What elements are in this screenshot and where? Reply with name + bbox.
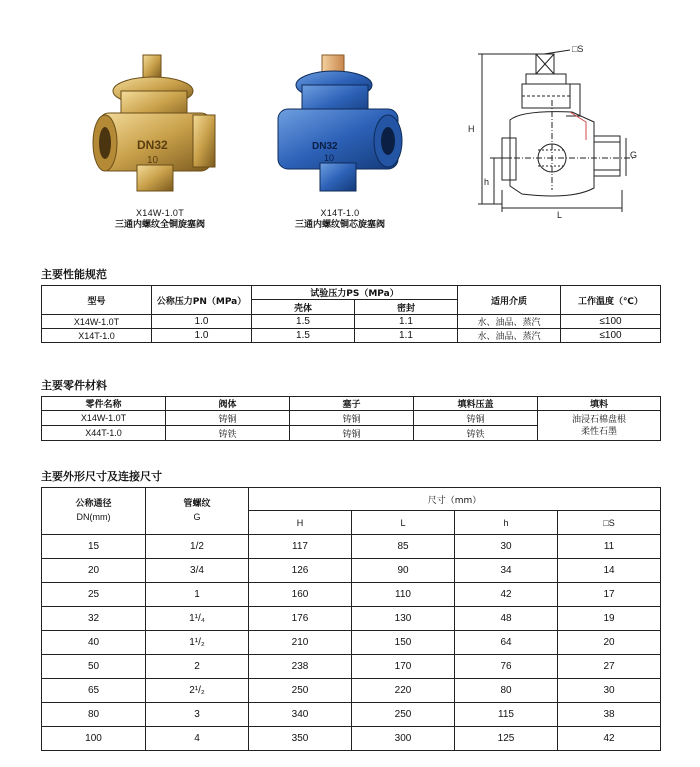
dim-header-thread-label: 管螺纹 xyxy=(183,499,211,509)
spec-header-ps: 试验压力PS（MPa） xyxy=(252,286,458,300)
dim-header-H: H xyxy=(249,511,352,535)
dim-cell-dn: 32 xyxy=(42,607,146,631)
table-row xyxy=(42,607,661,631)
brass-valve-photo xyxy=(85,45,225,205)
table-row xyxy=(42,559,661,583)
dim-cell-dn: 40 xyxy=(42,631,146,655)
blue-valve-marking-2: 10 xyxy=(324,153,335,163)
material-section-title: 主要零件材料 xyxy=(41,379,107,392)
dim-cell-g: 2¹/₂ xyxy=(146,679,249,703)
dim-cell-dn: 20 xyxy=(42,559,146,583)
spec-cell-medium: 水、油品、蒸汽 xyxy=(458,315,561,329)
table-row xyxy=(42,655,661,679)
dimension-table xyxy=(41,487,661,751)
spec-header-temp: 工作温度（℃） xyxy=(561,286,661,315)
spec-header-medium: 适用介质 xyxy=(458,286,561,315)
dim-cell-H: 340 xyxy=(249,703,352,727)
dim-header-L: L xyxy=(352,511,455,535)
dim-cell-dn: 80 xyxy=(42,703,146,727)
spec-cell-model: X14T-1.0 xyxy=(42,329,152,343)
dim-header-dn-unit: DN(mm) xyxy=(76,512,111,522)
dim-cell-S: 19 xyxy=(558,607,661,631)
dim-cell-h: 34 xyxy=(455,559,558,583)
dimension-section-title: 主要外形尺寸及连接尺寸 xyxy=(41,470,162,483)
table-row xyxy=(42,583,661,607)
spec-cell-shell: 1.5 xyxy=(252,315,355,329)
spec-cell-model: X14W-1.0T xyxy=(42,315,152,329)
dim-cell-L: 170 xyxy=(352,655,455,679)
dimension-table-body xyxy=(42,535,661,751)
material-cell-body: 铸铁 xyxy=(166,426,290,441)
dim-cell-h: 125 xyxy=(455,727,558,751)
dim-cell-S: 38 xyxy=(558,703,661,727)
material-cell-plug: 铸铜 xyxy=(290,426,414,441)
table-row xyxy=(42,631,661,655)
material-cell-gland: 铸铁 xyxy=(414,426,538,441)
dim-cell-H: 350 xyxy=(249,727,352,751)
blue-valve-marking: DN32 xyxy=(312,141,338,152)
dim-cell-S: 11 xyxy=(558,535,661,559)
dim-cell-L: 220 xyxy=(352,679,455,703)
dim-cell-H: 238 xyxy=(249,655,352,679)
dim-label-h: h xyxy=(484,177,490,187)
product-caption-1 xyxy=(100,207,220,231)
material-header-body: 阀体 xyxy=(166,397,290,411)
product-model-2: X14T-1.0 xyxy=(320,208,360,218)
dim-cell-dn: 15 xyxy=(42,535,146,559)
dim-cell-S: 42 xyxy=(558,727,661,751)
dim-cell-H: 160 xyxy=(249,583,352,607)
dim-cell-H: 210 xyxy=(249,631,352,655)
dim-cell-g: 1 xyxy=(146,583,249,607)
dim-cell-g: 3/4 xyxy=(146,559,249,583)
table-row xyxy=(42,411,661,426)
dim-cell-L: 110 xyxy=(352,583,455,607)
dim-cell-S: 27 xyxy=(558,655,661,679)
valve-technical-drawing xyxy=(462,40,652,220)
packing-value-1: 油浸石棉盘根 xyxy=(571,414,626,425)
material-cell-gland: 铸铜 xyxy=(414,411,538,426)
dim-cell-H: 117 xyxy=(249,535,352,559)
dim-cell-S: 20 xyxy=(558,631,661,655)
dim-label-G: G xyxy=(630,150,638,160)
dim-cell-dn: 65 xyxy=(42,679,146,703)
blue-valve-photo xyxy=(270,45,410,205)
dim-cell-g: 1¹/₄ xyxy=(146,607,249,631)
dim-header-thread-g: G xyxy=(193,512,201,522)
brass-valve-marking-2: 10 xyxy=(147,155,159,166)
dim-header-dn xyxy=(42,488,146,535)
spec-cell-temp: ≤100 xyxy=(561,329,661,343)
dim-cell-g: 1/2 xyxy=(146,535,249,559)
dim-cell-h: 42 xyxy=(455,583,558,607)
dim-cell-L: 90 xyxy=(352,559,455,583)
table-row xyxy=(42,315,661,329)
dim-cell-h: 48 xyxy=(455,607,558,631)
table-row xyxy=(42,679,661,703)
spec-header-seal: 密封 xyxy=(355,300,458,315)
dim-cell-h: 30 xyxy=(455,535,558,559)
dim-cell-H: 126 xyxy=(249,559,352,583)
spec-table xyxy=(41,285,661,343)
product-caption-2 xyxy=(280,207,400,231)
material-header-plug: 塞子 xyxy=(290,397,414,411)
spec-header-pn: 公称压力PN（MPa） xyxy=(152,286,252,315)
product-name-1: 三通内螺纹全铜旋塞阀 xyxy=(114,220,205,230)
dim-cell-S: 17 xyxy=(558,583,661,607)
dim-cell-dn: 25 xyxy=(42,583,146,607)
material-cell-packing xyxy=(538,411,661,441)
dim-cell-h: 115 xyxy=(455,703,558,727)
material-cell-part: X14W-1.0T xyxy=(42,411,166,426)
table-row xyxy=(42,727,661,751)
dim-cell-L: 250 xyxy=(352,703,455,727)
packing-value-2: 柔性石墨 xyxy=(580,426,617,437)
dim-cell-S: 30 xyxy=(558,679,661,703)
dim-cell-S: 14 xyxy=(558,559,661,583)
material-header-gland: 填料压盖 xyxy=(414,397,538,411)
material-cell-body: 铸铜 xyxy=(166,411,290,426)
spec-cell-seal: 1.1 xyxy=(355,329,458,343)
spec-cell-seal: 1.1 xyxy=(355,315,458,329)
spec-cell-pn: 1.0 xyxy=(152,315,252,329)
spec-header-model: 型号 xyxy=(42,286,152,315)
spec-section-title: 主要性能规范 xyxy=(41,268,107,281)
dim-label-S: □S xyxy=(572,44,584,54)
dim-cell-H: 250 xyxy=(249,679,352,703)
spec-cell-pn: 1.0 xyxy=(152,329,252,343)
dim-cell-L: 130 xyxy=(352,607,455,631)
dim-header-size: 尺寸（mm） xyxy=(249,488,661,511)
dim-cell-g: 4 xyxy=(146,727,249,751)
dim-cell-dn: 100 xyxy=(42,727,146,751)
table-row xyxy=(42,703,661,727)
product-name-2: 三通内螺纹铜芯旋塞阀 xyxy=(294,220,385,230)
dim-cell-h: 64 xyxy=(455,631,558,655)
spec-cell-medium: 水、油品、蒸汽 xyxy=(458,329,561,343)
material-cell-plug: 铸铜 xyxy=(290,411,414,426)
table-row xyxy=(42,329,661,343)
dim-cell-h: 76 xyxy=(455,655,558,679)
dim-cell-H: 176 xyxy=(249,607,352,631)
dim-cell-dn: 50 xyxy=(42,655,146,679)
dim-cell-L: 150 xyxy=(352,631,455,655)
material-cell-part: X44T-1.0 xyxy=(42,426,166,441)
dim-cell-g: 2 xyxy=(146,655,249,679)
dim-cell-g: 3 xyxy=(146,703,249,727)
dim-header-S: □S xyxy=(558,511,661,535)
dim-cell-h: 80 xyxy=(455,679,558,703)
dim-cell-L: 300 xyxy=(352,727,455,751)
dim-header-dn-label: 公称通径 xyxy=(75,499,112,509)
material-header-packing: 填料 xyxy=(538,397,661,411)
brass-valve-marking: DN32 xyxy=(137,138,168,152)
material-table xyxy=(41,396,661,441)
spec-header-shell: 壳体 xyxy=(252,300,355,315)
material-header-part: 零件名称 xyxy=(42,397,166,411)
spec-cell-temp: ≤100 xyxy=(561,315,661,329)
dim-label-H: H xyxy=(468,124,475,134)
table-row xyxy=(42,535,661,559)
dim-header-h: h xyxy=(455,511,558,535)
spec-cell-shell: 1.5 xyxy=(252,329,355,343)
dim-header-thread xyxy=(146,488,249,535)
dim-cell-L: 85 xyxy=(352,535,455,559)
dim-cell-g: 1¹/₂ xyxy=(146,631,249,655)
product-model-1: X14W-1.0T xyxy=(135,208,185,218)
dim-label-L: L xyxy=(557,210,563,220)
